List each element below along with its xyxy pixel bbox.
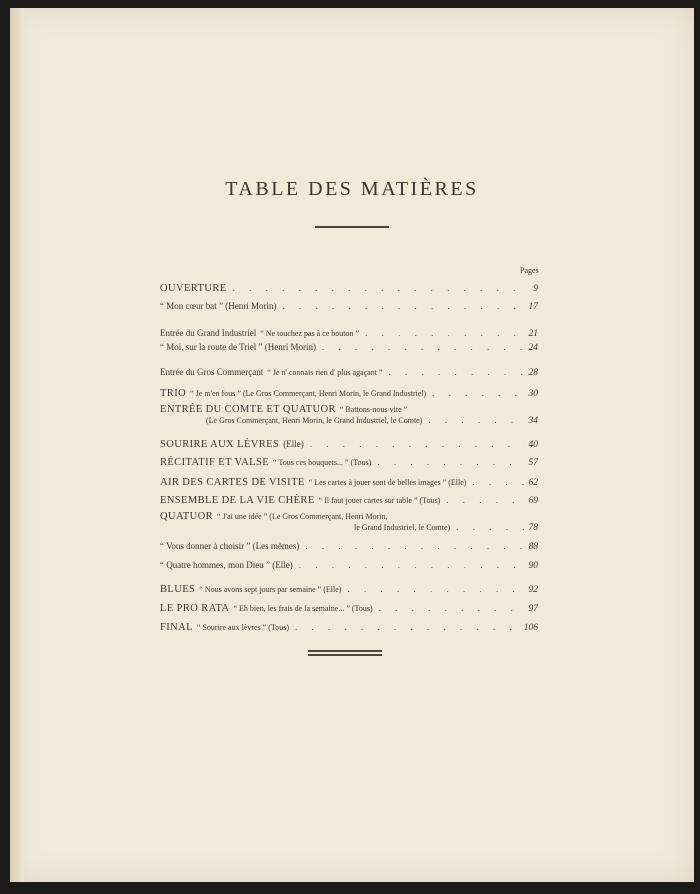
- toc-entry: [160, 301, 538, 317]
- toc-page-number: 88: [528, 542, 538, 552]
- toc-leader-dots: [472, 477, 524, 487]
- toc-leader-dots: [428, 415, 524, 425]
- toc-entry-heading: “ Vous donner à choisir ” (Les mêmes): [160, 541, 300, 551]
- page-spine: [10, 8, 24, 882]
- toc-entry-heading: Entrée du Gros Commerçant: [160, 367, 264, 377]
- toc-entry: [160, 579, 538, 595]
- toc-entry-heading: ENTRÉE DU COMTE ET QUATUOR: [160, 404, 336, 415]
- page-title: TABLE DES MATIÈRES: [225, 178, 479, 200]
- toc-entry-heading: TRIO: [160, 388, 187, 399]
- toc-page-number: 30: [528, 389, 538, 399]
- closing-rule-top: [308, 650, 382, 652]
- toc-entry-subtitle: “ J'ai une idée ” (Le Gros Commerçant, Henri Morin,: [216, 512, 388, 521]
- closing-rule-bottom: [308, 654, 382, 656]
- toc-entry-subtitle: “ Ne touchez pas à ce bouton ”: [260, 329, 360, 338]
- toc-leader-dots: [310, 439, 525, 449]
- toc-entry-heading: ENSEMBLE DE LA VIE CHÈRE: [160, 495, 315, 506]
- toc-entry-heading: RÉCITATIF ET VALSE: [160, 457, 270, 468]
- toc-entry-heading: LE PRO RATA: [160, 603, 230, 614]
- toc-page-number: 40: [528, 440, 538, 450]
- toc-entry: [160, 617, 538, 633]
- toc-entry-subtitle: “ Je m'en fous ” (Le Gros Commerçant, Henri Morin, le Grand Industriel): [190, 389, 427, 398]
- toc-page-number: 9: [533, 284, 538, 294]
- toc-entry-subtitle: “ Battons-nous vite ”: [339, 405, 408, 414]
- toc-entry: [160, 362, 538, 378]
- toc-leader-dots: [456, 522, 524, 532]
- toc-entry-heading: “ Mon cœur bat ” (Henri Morin): [160, 301, 277, 311]
- toc-leader-dots: [299, 560, 525, 570]
- toc-page-number: 21: [528, 329, 538, 339]
- toc-leader-dots: [379, 603, 525, 613]
- toc-entry-heading: QUATUOR: [160, 511, 213, 522]
- toc-entry: [160, 472, 538, 488]
- toc-leader-dots: [347, 584, 524, 594]
- toc-leader-dots: [295, 622, 520, 632]
- toc-page-number: 17: [528, 302, 538, 312]
- toc-leader-dots: [446, 495, 524, 505]
- toc-entry-heading: OUVERTURE: [160, 283, 227, 294]
- toc-page-number: 92: [528, 585, 538, 595]
- toc-entry-subtitle: “ Eh bien, les frais de la semaine... ” (Tous): [233, 604, 373, 613]
- toc-entry: [160, 541, 538, 557]
- toc-entry-subtitle: (Elle): [283, 439, 304, 449]
- book-page: [10, 8, 694, 882]
- toc-leader-dots: [322, 342, 525, 352]
- toc-entry: [160, 342, 538, 358]
- toc-entry-subtitle: “ Tous ces bouquets... ” (Tous): [273, 458, 372, 467]
- toc-entry-heading: Entrée du Grand Industriel: [160, 328, 257, 338]
- toc-entry-subtitle: “ Sourire aux lèvres ” (Tous): [196, 623, 289, 632]
- toc-page-number: 28: [528, 368, 538, 378]
- toc-leader-dots: [365, 328, 524, 338]
- toc-leader-dots: [305, 541, 524, 551]
- toc-leader-dots: [282, 301, 524, 311]
- toc-entry: [160, 383, 538, 399]
- toc-page-number: 90: [528, 561, 538, 571]
- toc-page-number: 69: [528, 496, 538, 506]
- toc-leader-dots: [377, 457, 524, 467]
- pages-column-label: Pages: [520, 266, 539, 275]
- toc-entry: [160, 283, 538, 299]
- toc-entry-subtitle: “ Les cartes à jouer sont de belles images ” (Elle): [308, 478, 467, 487]
- toc-page-number: 24: [528, 343, 538, 353]
- toc-entry: [160, 452, 538, 468]
- toc-entry: [160, 506, 538, 538]
- toc-page-number: 78: [528, 523, 538, 533]
- toc-page-number: 57: [528, 458, 538, 468]
- toc-entry-subtitle: “ Il faut jouer cartes sur table ” (Tous): [318, 496, 441, 505]
- toc-entry: [160, 399, 538, 431]
- toc-entry-heading: “ Moi, sur la route de Triel ” (Henri Morin): [160, 342, 316, 352]
- toc-entry-heading: FINAL: [160, 622, 193, 633]
- toc-entry-subtitle-cont: (Le Gros Commerçant, Henri Morin, le Grand Industriel, le Comte): [206, 416, 423, 425]
- toc-entry-subtitle: “ Nous avons sept jours par semaine ” (Elle): [199, 585, 342, 594]
- toc-leader-dots: [389, 367, 525, 377]
- toc-page-number: 106: [523, 623, 538, 633]
- toc-entry-subtitle: “ Je n' connais rien d' plus agaçant ”: [267, 368, 383, 377]
- toc-leader-dots: [432, 388, 524, 398]
- toc-leader-dots: [233, 283, 530, 293]
- toc-entry-heading: “ Quatre hommes, mon Dieu ” (Elle): [160, 560, 293, 570]
- toc-entry-heading: AIR DES CARTES DE VISITE: [160, 477, 305, 488]
- toc-entry: [160, 434, 538, 450]
- toc-page-number: 34: [528, 416, 538, 426]
- toc-entry: [160, 490, 538, 506]
- title-rule: [315, 226, 389, 228]
- toc-entry: [160, 323, 538, 339]
- toc-entry-heading: SOURIRE AUX LÈVRES: [160, 439, 280, 450]
- toc-entry: [160, 598, 538, 614]
- toc-entry-subtitle-cont: le Grand Industriel, le Comte): [354, 523, 451, 532]
- toc-page-number: 62: [528, 478, 538, 488]
- toc-page-number: 97: [528, 604, 538, 614]
- toc-entry-heading: BLUES: [160, 584, 196, 595]
- toc-entry: [160, 560, 538, 576]
